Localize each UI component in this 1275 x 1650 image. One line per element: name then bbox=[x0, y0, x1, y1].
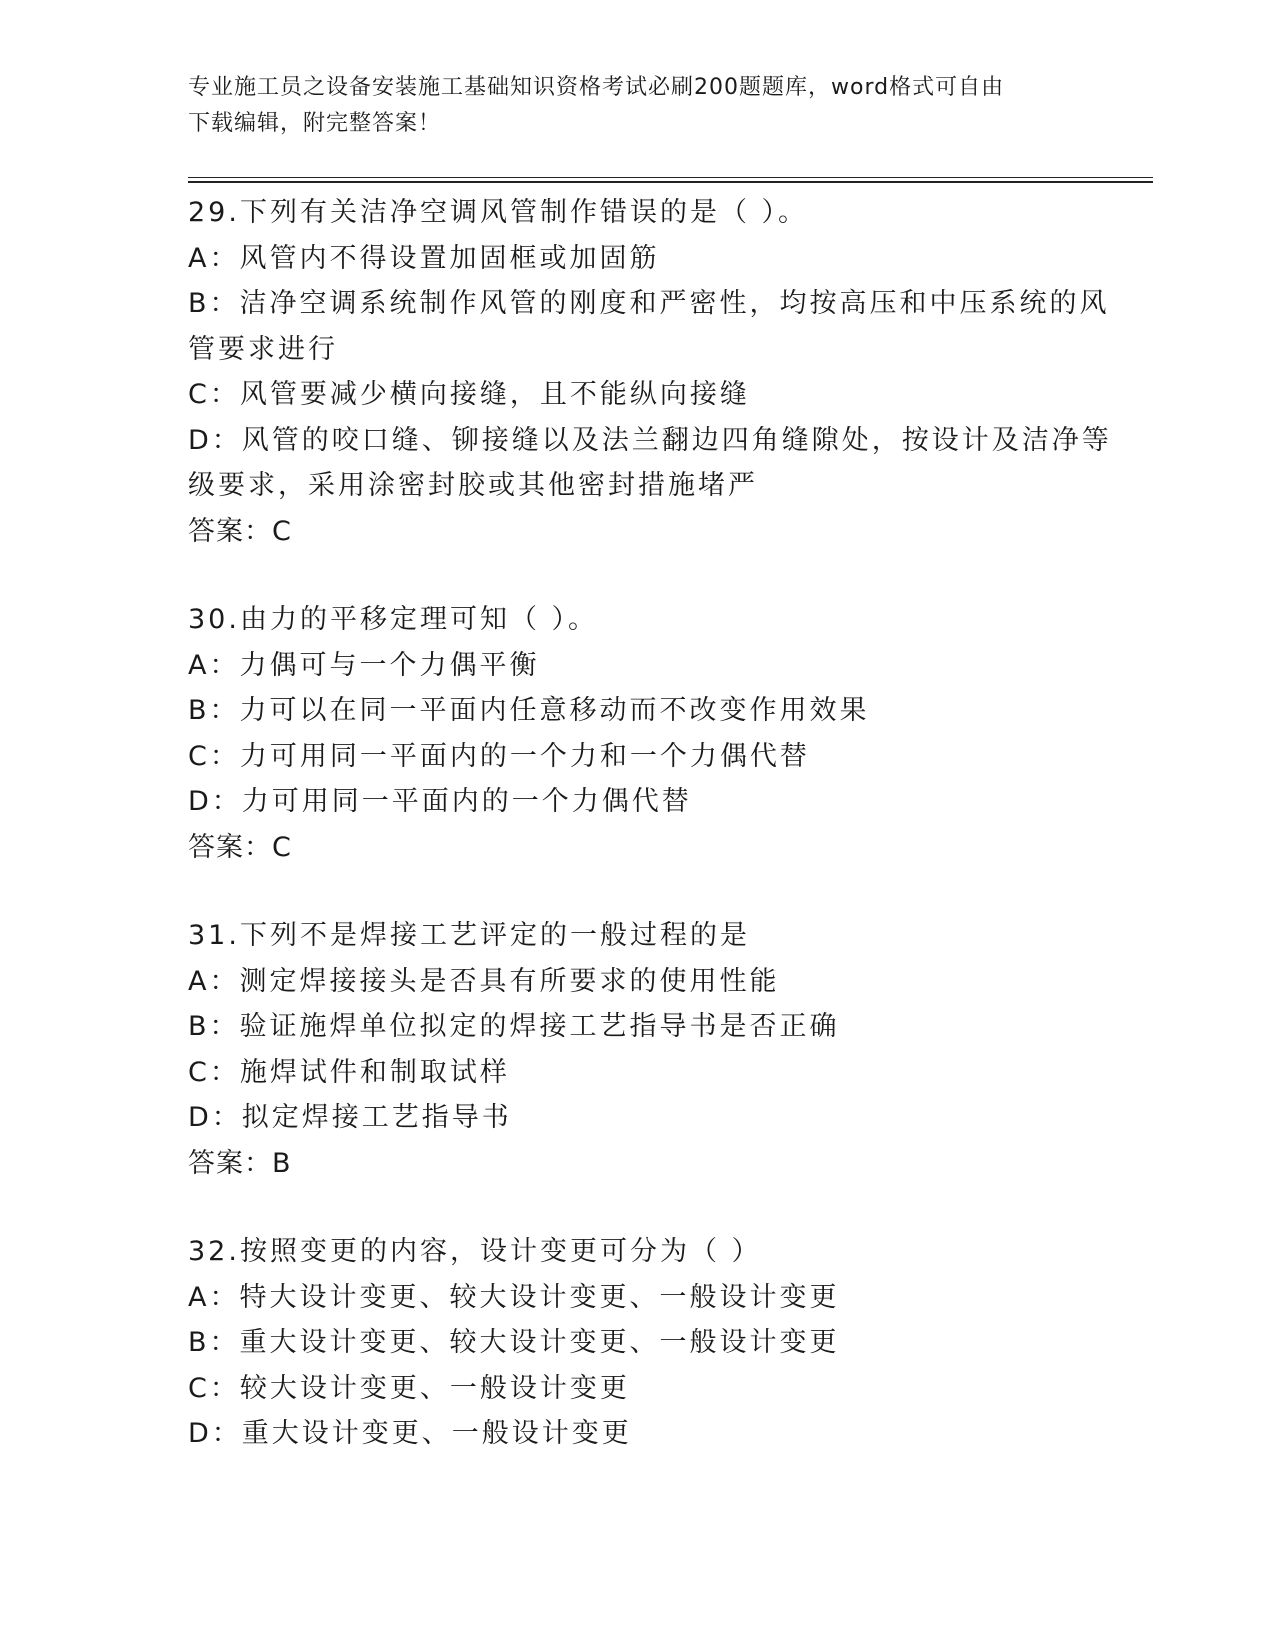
answer-line bbox=[188, 825, 1088, 871]
answer-label: 答案： bbox=[188, 1147, 272, 1179]
option-b-continued: 管要求进行 bbox=[188, 333, 338, 365]
header-divider-thin bbox=[188, 177, 1153, 178]
answer-value: C bbox=[272, 515, 291, 547]
header-line-1: 专业施工员之设备安装施工基础知识资格考试必刷200题题库，word格式可自由 bbox=[188, 75, 1005, 100]
answer-line bbox=[188, 509, 1088, 555]
question-stem: 30.由力的平移定理可知（ ）。 bbox=[188, 604, 599, 635]
option-c: C：较大设计变更、一般设计变更 bbox=[188, 1372, 630, 1404]
question-list bbox=[188, 190, 1112, 1500]
header-divider-thick bbox=[188, 181, 1153, 183]
option-d: D：拟定焊接工艺指导书 bbox=[188, 1102, 512, 1133]
option-b: B：重大设计变更、较大设计变更、一般设计变更 bbox=[188, 1327, 840, 1358]
question-stem: 32.按照变更的内容，设计变更可分为（ ） bbox=[188, 1236, 762, 1267]
answer-value: B bbox=[272, 1147, 291, 1179]
option-b: B：验证施焊单位拟定的焊接工艺指导书是否正确 bbox=[188, 1011, 840, 1042]
question-stem: 31.下列不是焊接工艺评定的一般过程的是 bbox=[188, 920, 750, 951]
question-29 bbox=[188, 190, 1112, 554]
question-32 bbox=[188, 1229, 1088, 1457]
option-b: B：力可以在同一平面内任意移动而不改变作用效果 bbox=[188, 695, 870, 726]
option-c: C：风管要减少横向接缝，且不能纵向接缝 bbox=[188, 379, 750, 410]
option-a: A：力偶可与一个力偶平衡 bbox=[188, 649, 540, 681]
option-d: D：力可用同一平面内的一个力偶代替 bbox=[188, 786, 692, 817]
header-line-2: 下载编辑，附完整答案！ bbox=[188, 111, 442, 136]
answer-line bbox=[188, 1141, 1088, 1187]
option-a: A：测定焊接接头是否具有所要求的使用性能 bbox=[188, 965, 780, 997]
answer-label: 答案： bbox=[188, 515, 272, 547]
option-d: D：风管的咬口缝、铆接缝以及法兰翻边四角缝隙处，按设计及洁净等 bbox=[188, 424, 1112, 456]
document-header bbox=[188, 70, 1068, 142]
option-b: B：洁净空调系统制作风管的刚度和严密性，均按高压和中压系统的风 bbox=[188, 288, 1110, 319]
option-c: C：力可用同一平面内的一个力和一个力偶代替 bbox=[188, 740, 810, 772]
option-c: C：施焊试件和制取试样 bbox=[188, 1056, 510, 1088]
option-d-continued: 级要求，采用涂密封胶或其他密封措施堵严 bbox=[188, 470, 758, 501]
answer-value: C bbox=[272, 831, 291, 863]
question-31 bbox=[188, 913, 1088, 1186]
option-a: A：特大设计变更、较大设计变更、一般设计变更 bbox=[188, 1281, 840, 1313]
option-a: A：风管内不得设置加固框或加固筋 bbox=[188, 242, 660, 274]
question-30 bbox=[188, 597, 1088, 870]
answer-label: 答案： bbox=[188, 831, 272, 863]
option-d: D：重大设计变更、一般设计变更 bbox=[188, 1418, 632, 1449]
question-stem: 29.下列有关洁净空调风管制作错误的是（ ）。 bbox=[188, 197, 809, 228]
